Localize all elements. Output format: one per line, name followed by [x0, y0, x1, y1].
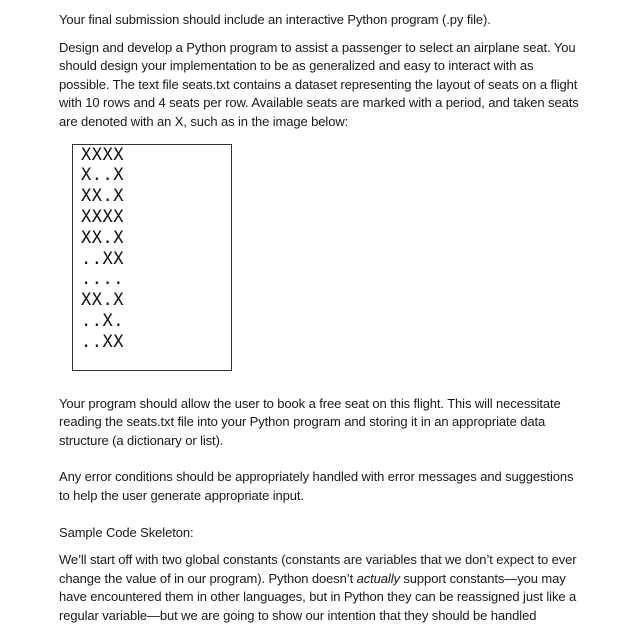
design-paragraph: Design and develop a Python program to assist a passenger to select an airplane seat. You should design your implementation to be as generalized and easy to interact with as possible. The text file seats.txt contains a dataset representing the layout of seats on a flight with 10 rows and 4 seats per row. Available seats are marked with a period, and taken seats are denoted with an X, such as in the image below:: [59, 39, 579, 129]
booking-paragraph: Your program should allow the user to book a free seat on this flight. This will necessitate reading the seats.txt file into your Python program and storing it in an appropriate data structure (a dictionary or list).: [59, 395, 561, 448]
seat-row: XX.X: [81, 186, 124, 207]
seat-row: X..X: [81, 165, 124, 186]
seat-row: ..X.: [81, 310, 124, 331]
seat-row: XXXX: [81, 144, 124, 165]
seat-row: XX.X: [81, 290, 124, 311]
seat-layout-list: [81, 145, 124, 353]
seat-row: ..XX: [81, 331, 124, 352]
seat-row: XXXX: [81, 206, 124, 227]
constants-emphasis: actually: [356, 570, 400, 586]
seat-row: ..XX: [81, 248, 124, 269]
constants-text-part2: support constants—you may have encountered them in other languages, but in Python they can be reassigned just like a regular variable—but we are going to show our intention that they should be handled: [59, 570, 577, 623]
code-skeleton-heading: Sample Code Skeleton:: [59, 524, 194, 540]
intro-paragraph: Your final submission should include an interactive Python program (.py file).: [59, 12, 491, 27]
document-page: [59, 11, 579, 626]
constants-text-part1: We’ll start off with two global constants (constants are variables that we don’t expect to ever change the value of in our program). Python doesn’t: [59, 552, 577, 586]
seat-row: XX.X: [81, 227, 124, 248]
seat-row: ....: [81, 269, 124, 290]
constants-paragraph: [59, 551, 579, 625]
error-handling-paragraph: Any error conditions should be appropriately handled with error messages and suggestions to help the user generate appropriate input.: [59, 469, 574, 503]
seat-layout-figure: [72, 144, 232, 371]
